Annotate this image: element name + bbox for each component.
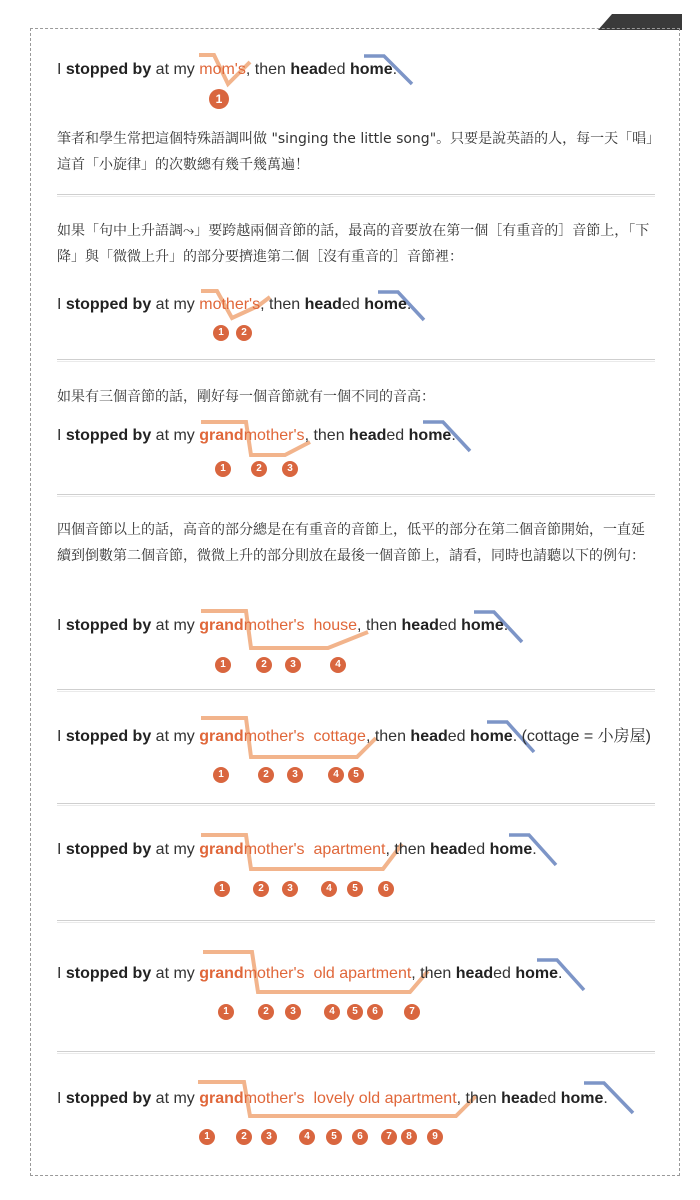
syllable-marker: 7 (381, 1129, 397, 1145)
syllable-marker: 9 (427, 1129, 443, 1145)
syllable-marker: 1 (213, 767, 229, 783)
syllable-marker: 3 (282, 461, 298, 477)
syllable-marker: 5 (348, 767, 364, 783)
divider (57, 359, 655, 360)
syllable-marker: 4 (324, 1004, 340, 1020)
syllable-marker: 3 (261, 1129, 277, 1145)
syllable-marker: 1 (215, 461, 231, 477)
syllable-marker: 6 (378, 881, 394, 897)
paragraph-three-syllables: 如果有三個音節的話，剛好每一個音節就有一個不同的音高： (57, 389, 435, 405)
syllable-marker: 1 (218, 1004, 234, 1020)
example-sentence-4: I stopped by at my grandmother's house, then headed home. (57, 617, 509, 634)
syllable-marker: 6 (352, 1129, 368, 1145)
syllable-marker: 2 (236, 1129, 252, 1145)
example-sentence-8: I stopped by at my grandmother's lovely old apartment, then headed home. (57, 1090, 608, 1107)
example-sentence-5: I stopped by at my grandmother's cottage, then headed home. (cottage = 小房屋) (57, 728, 651, 745)
syllable-marker: 8 (401, 1129, 417, 1145)
syllable-marker: 4 (328, 767, 344, 783)
syllable-marker: 5 (347, 1004, 363, 1020)
syllable-marker: 2 (258, 1004, 274, 1020)
syllable-marker: 4 (299, 1129, 315, 1145)
syllable-marker: 4 (330, 657, 346, 673)
divider (57, 194, 655, 195)
example-sentence-7: I stopped by at my grandmother's old apartment, then headed home. (57, 965, 563, 982)
syllable-marker: 1 (213, 325, 229, 341)
divider (57, 689, 655, 690)
divider (57, 494, 655, 495)
syllable-marker: 1 (199, 1129, 215, 1145)
syllable-marker: 3 (285, 657, 301, 673)
divider (57, 803, 655, 804)
syllable-marker: 3 (285, 1004, 301, 1020)
syllable-marker: 3 (287, 767, 303, 783)
example-sentence-6: I stopped by at my grandmother's apartment, then headed home. (57, 841, 537, 858)
syllable-marker: 6 (367, 1004, 383, 1020)
syllable-marker: 2 (253, 881, 269, 897)
syllable-marker: 2 (256, 657, 272, 673)
paragraph-two-syllables: 如果「句中上升語調⤳」要跨越兩個音節的話，最高的音要放在第一個［有重音的］音節上，「下降」與「微微上升」的部分要擠進第二個［沒有重音的］音節裡： (57, 223, 650, 265)
syllable-marker: 5 (326, 1129, 342, 1145)
example-sentence-2: I stopped by at my mother's, then headed home. (57, 296, 412, 313)
syllable-marker: 5 (347, 881, 363, 897)
syllable-marker: 2 (236, 325, 252, 341)
syllable-marker: 1 (209, 89, 229, 109)
syllable-marker: 1 (215, 657, 231, 673)
syllable-marker: 4 (321, 881, 337, 897)
syllable-marker: 7 (404, 1004, 420, 1020)
example-sentence-3: I stopped by at my grandmother's, then headed home. (57, 427, 456, 444)
paragraph-four-plus-syllables: 四個音節以上的話，高音的部分總是在有重音的音節上，低平的部分在第二個音節開始，一直延續到倒數第二個音節，微微上升的部分則放在最後一個音節上，請看，同時也請聽以下的例句： (57, 522, 645, 564)
divider (57, 1051, 655, 1052)
syllable-marker: 1 (214, 881, 230, 897)
example-sentence-1: I stopped by at my mom's, then headed home. (57, 61, 398, 78)
paragraph-intro: 筆者和學生常把這個特殊語調叫做 "singing the little song"。只要是說英語的人，每一天「唱」這首「小旋律」的次數總有幾千幾萬遍！ (57, 131, 654, 173)
syllable-marker: 2 (251, 461, 267, 477)
syllable-marker: 3 (282, 881, 298, 897)
syllable-marker: 2 (258, 767, 274, 783)
divider (57, 920, 655, 921)
